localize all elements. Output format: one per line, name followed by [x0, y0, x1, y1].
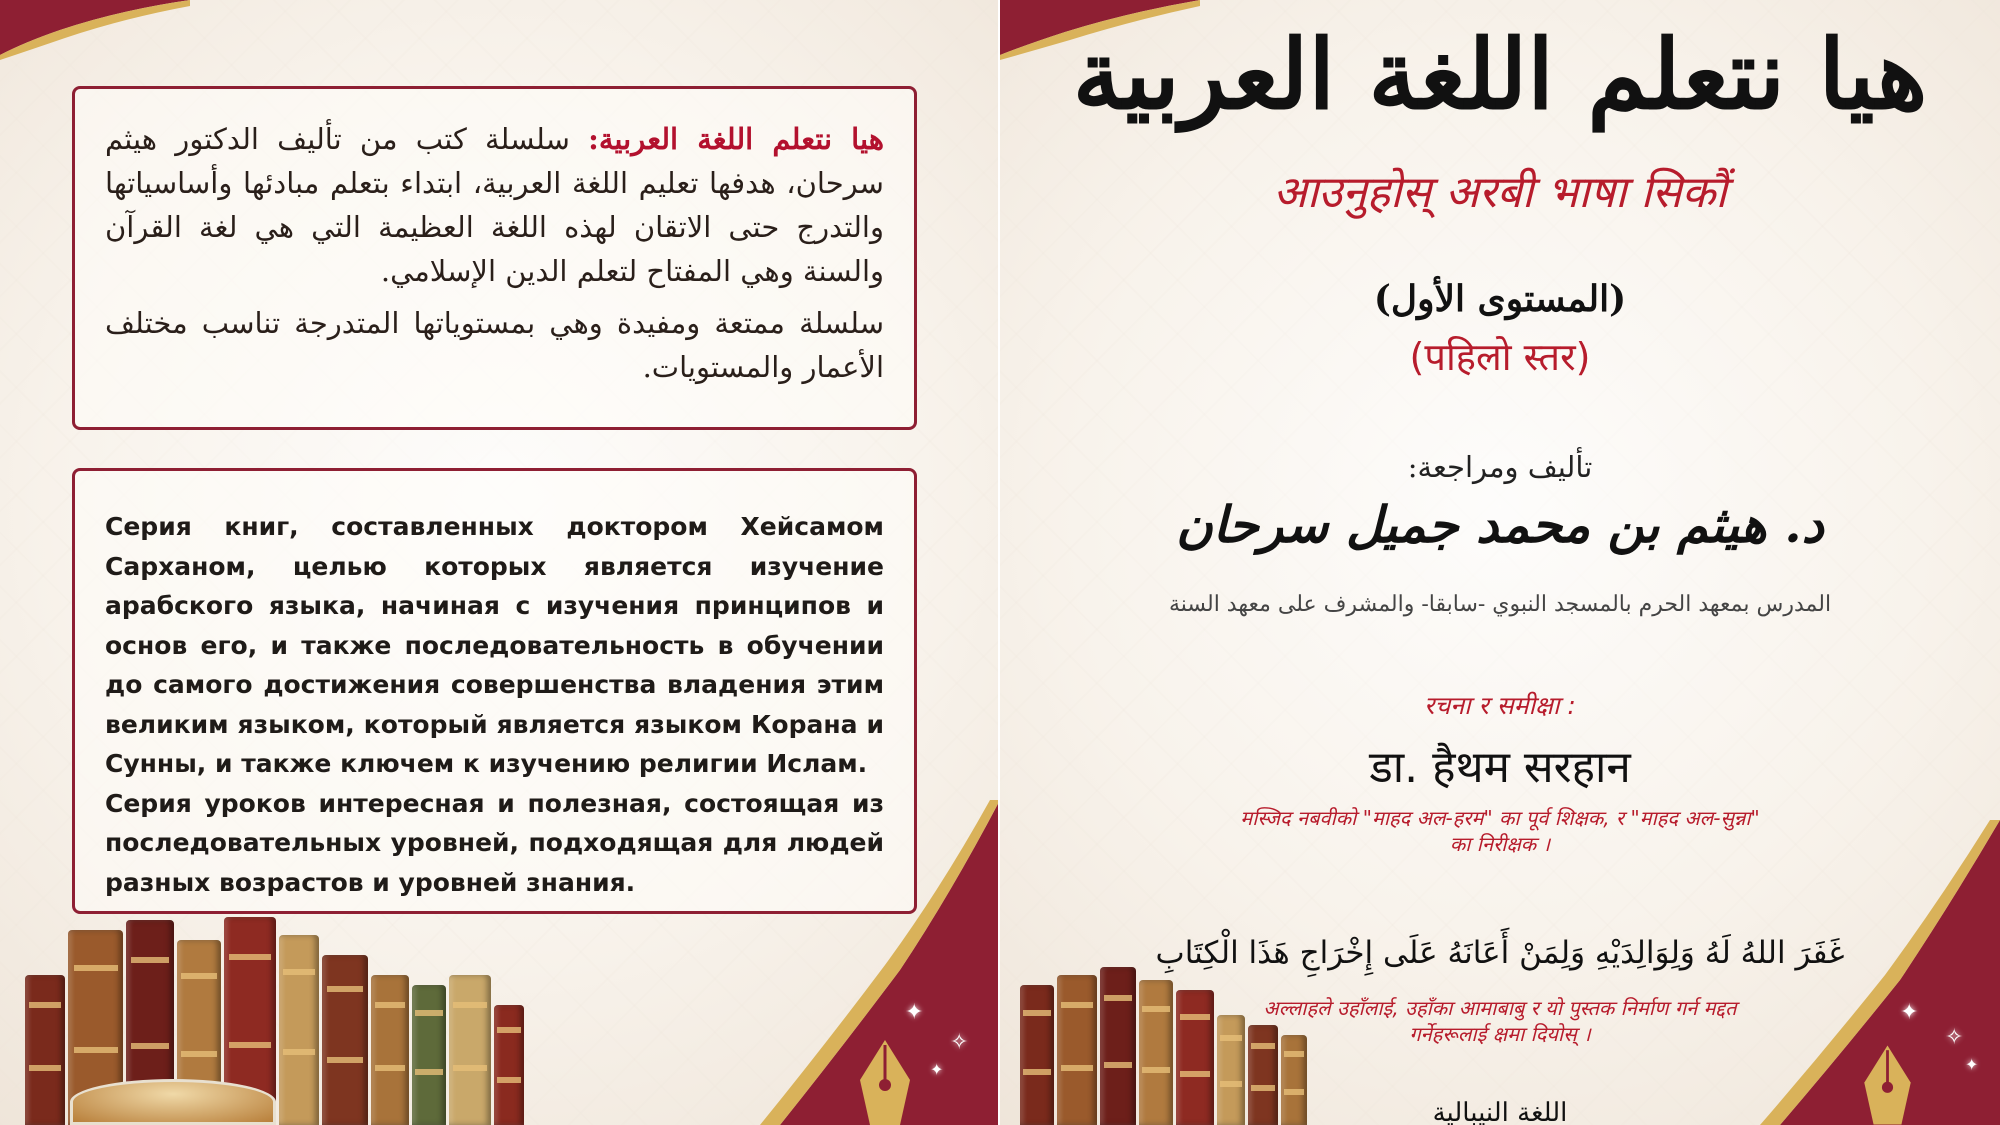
level-arabic: (المستوى الأول) [1373, 278, 1627, 320]
maroon-gold-swoosh [690, 800, 1000, 1125]
teacup [70, 1079, 276, 1125]
right-page [1000, 0, 2000, 1125]
sparkle-icon: ✧ [950, 1030, 969, 1055]
author-label-arabic: تأليف ومراجعة: [1407, 450, 1593, 484]
pen-nib-icon [1855, 1045, 1920, 1125]
dua-arabic: غَفَرَ اللهُ لَهُ وَلِوَالِدَيْهِ وَلِمَنْ أَعَانَهُ عَلَى إِخْرَاجِ هَذَا الْكِتَابِ [1155, 935, 1845, 971]
russian-paragraph-2: Серия уроков интересная и полезная, состоящая из последовательных уровней, подходящая для людей разных возрастов и уровней знания. [105, 788, 884, 897]
arabic-description-box [72, 86, 917, 430]
author-label-nepali: रचना र समीक्षा : [1424, 691, 1576, 720]
series-title-highlight: هيا نتعلم اللغة العربية: [588, 122, 885, 156]
arabic-paragraph-1 [105, 117, 884, 293]
arabic-intro-text: سلسلة كتب من تأليف الدكتور هيثم سرحان، هدفها تعليم اللغة العربية، ابتداء بتعلم مبادئها وأساسياتها والتدرج حتى الاتقان لهذه اللغة العظيمة التي هي لغة القرآن والسنة وهي المفتاح لتعلم الدين الإسلامي. [105, 122, 884, 288]
corner-ribbon-top-left [0, 0, 190, 60]
books-illustration [1020, 965, 1310, 1125]
sparkle-icon: ✦ [1900, 1000, 1919, 1025]
maroon-gold-swoosh [1700, 820, 2000, 1125]
dua-nepali: अल्लाहले उहाँलाई, उहाँका आमाबाबु र यो पुस्तक निर्माण गर्न मद्दत गर्नेहरूलाई क्षमा दियोस् । [1263, 996, 1737, 1046]
calligraphy-title: هيا نتعلم اللغة العربية [1072, 18, 1928, 131]
sparkle-icon: ✦ [905, 1000, 924, 1025]
pen-nib-icon [850, 1040, 920, 1125]
footer-language-label: اللغة النيبالية [1432, 1098, 1568, 1125]
arabic-paragraph-2: سلسلة ممتعة ومفيدة وهي بمستوياتها المتدرجة تناسب مختلف الأعمار والمستويات. [105, 306, 884, 384]
sparkle-icon: ✦ [930, 1060, 944, 1079]
author-name-nepali: डा. हैथम सरहान [1369, 742, 1631, 793]
author-name-arabic: د. هيثم بن محمد جميل سرحان [1176, 495, 1824, 554]
russian-paragraph-1: Серия книг, составленных доктором Хейсамом Сарханом, целью которых является изучение арабского языка, начиная с изучения принципов и основ его, и также последовательность в обучении до самого достижения совершенства владения этим великим языком, который является языком Корана и Сунны, и также ключем к изучению религии Ислам. [105, 512, 884, 778]
level-nepali: (पहिलो स्तर) [1409, 335, 1591, 379]
nepali-title: आउनुहोस् अरबी भाषा सिकौं [1273, 167, 1727, 218]
author-role-nepali: मस्जिद नबवीको "माहद अल-हरम" का पूर्व शिक्षक, र "माहद अल-सुन्ना" का निरीक्षक । [1240, 806, 1760, 856]
sparkle-icon: ✧ [1945, 1025, 1964, 1050]
sparkle-icon: ✦ [1965, 1055, 1979, 1074]
author-role-arabic: المدرس بمعهد الحرم بالمسجد النبوي -سابقا- والمشرف على معهد السنة [1168, 592, 1832, 617]
